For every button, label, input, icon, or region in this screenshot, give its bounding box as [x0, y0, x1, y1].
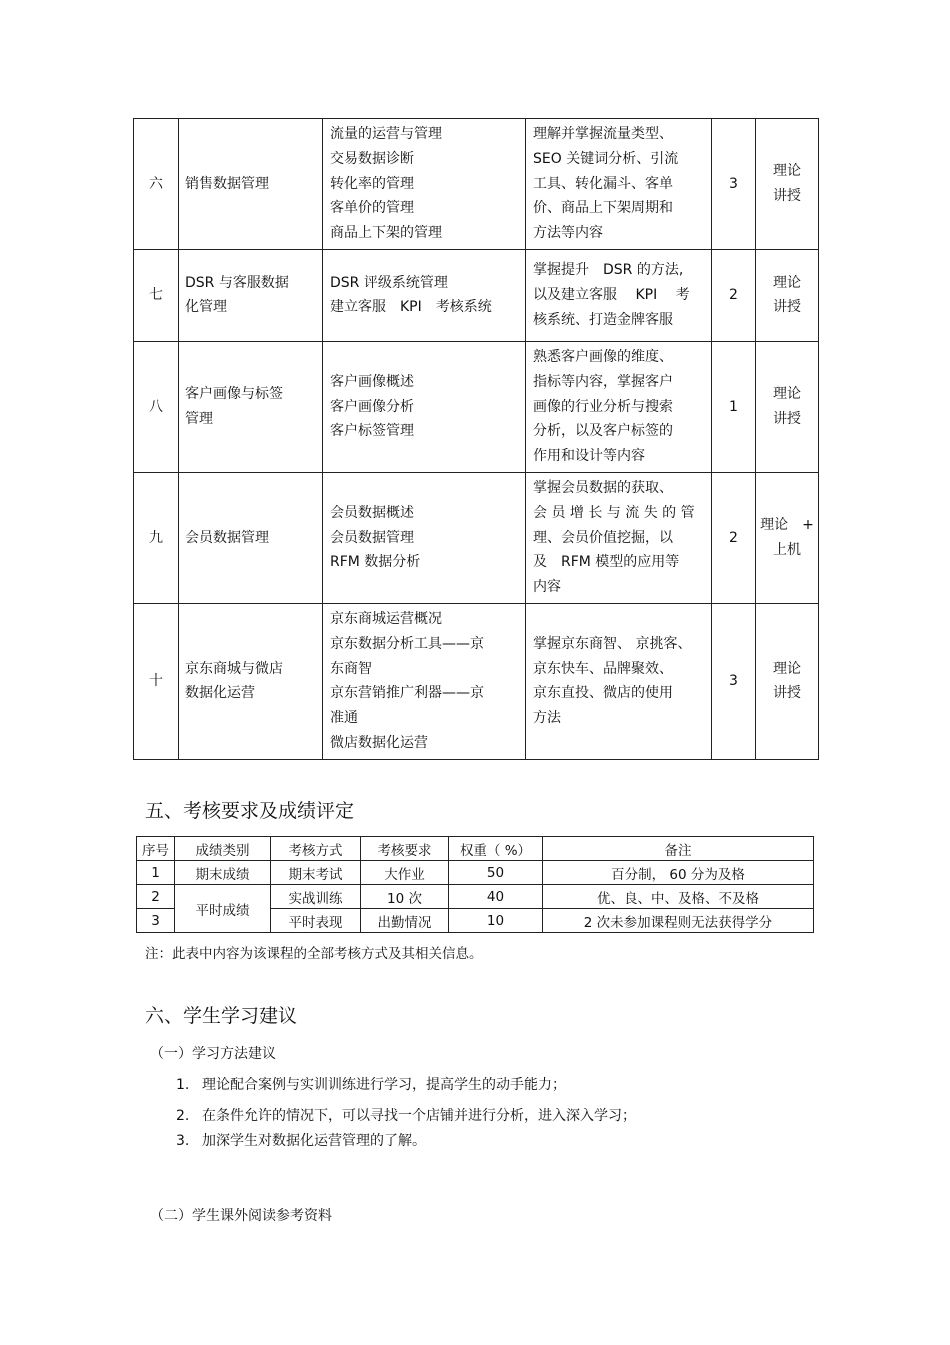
chapter-title: 会员数据管理 [179, 472, 323, 603]
chapter-number: 六 [134, 119, 179, 250]
teaching-mode: 理论 讲授 [756, 603, 819, 759]
column-header: 备注 [543, 837, 814, 861]
chapter-title: 销售数据管理 [179, 119, 323, 250]
teaching-mode: 理论 讲授 [756, 249, 819, 341]
subsection-title-methods: （一）学习方法建议 [150, 1046, 276, 1062]
chapter-title: 京东商城与微店 数据化运营 [179, 603, 323, 759]
table-cell: 10 次 [361, 885, 449, 909]
table-cell: 50 [449, 861, 543, 885]
chapter-hours: 2 [712, 249, 756, 341]
teaching-mode: 理论 + 上机 [756, 472, 819, 603]
teaching-mode: 理论 讲授 [756, 119, 819, 250]
chapter-content: 客户画像概述 客户画像分析 客户标签管理 [323, 341, 526, 472]
table-cell: 大作业 [361, 861, 449, 885]
chapter-number: 八 [134, 341, 179, 472]
table-row [137, 885, 814, 909]
chapter-number: 七 [134, 249, 179, 341]
table-cell: 平时表现 [271, 909, 361, 933]
table-row [134, 119, 819, 250]
table-row [134, 249, 819, 341]
chapter-objectives: 掌握提升 DSR 的方法, 以及建立客服 KPI 考 核系统、打造金牌客服 [526, 249, 712, 341]
chapter-hours: 3 [712, 119, 756, 250]
chapter-hours: 1 [712, 341, 756, 472]
table-row [137, 861, 814, 885]
list-item: 2. 在条件允许的情况下，可以寻找一个店铺并进行分析，进入深入学习； [176, 1108, 636, 1124]
chapter-objectives: 掌握会员数据的获取、 会 员 增 长 与 流 失 的 管 理、会员价值挖掘，以 及 RFM 模型的应用等 内容 [526, 472, 712, 603]
chapter-number: 九 [134, 472, 179, 603]
assessment-table [136, 836, 814, 933]
list-item: 1. 理论配合案例与实训训练进行学习，提高学生的动手能力； [176, 1077, 566, 1093]
chapter-hours: 2 [712, 472, 756, 603]
column-header: 考核要求 [361, 837, 449, 861]
chapter-content: 京东商城运营概况 京东数据分析工具——京 东商智 京东营销推广利器——京 准通 微店数据化运营 [323, 603, 526, 759]
table-cell: 3 [137, 909, 175, 933]
table-row [134, 341, 819, 472]
table-cell: 10 [449, 909, 543, 933]
course-schedule-table [133, 118, 819, 760]
table-row [134, 603, 819, 759]
table-row [134, 472, 819, 603]
table-note: 注：此表中内容为该课程的全部考核方式及其相关信息。 [145, 946, 483, 962]
table-cell: 40 [449, 885, 543, 909]
table-cell: 优、良、中、及格、不及格 [543, 885, 814, 909]
chapter-content: 流量的运营与管理 交易数据诊断 转化率的管理 客单价的管理 商品上下架的管理 [323, 119, 526, 250]
section-title-study-advice: 六、学生学习建议 [145, 1005, 298, 1027]
table-cell: 平时成绩 [175, 885, 271, 933]
table-cell: 2 [137, 885, 175, 909]
column-header: 权重（ %） [449, 837, 543, 861]
table-cell: 2 次未参加课程则无法获得学分 [543, 909, 814, 933]
table-cell: 实战训练 [271, 885, 361, 909]
chapter-title: 客户画像与标签 管理 [179, 341, 323, 472]
chapter-number: 十 [134, 603, 179, 759]
column-header: 考核方式 [271, 837, 361, 861]
chapter-objectives: 掌握京东商智、 京挑客、 京东快车、品牌聚效、 京东直投、微店的使用 方法 [526, 603, 712, 759]
chapter-content: 会员数据概述 会员数据管理 RFM 数据分析 [323, 472, 526, 603]
column-header: 序号 [137, 837, 175, 861]
table-header-row [137, 837, 814, 861]
section-title-assessment: 五、考核要求及成绩评定 [145, 800, 355, 822]
list-item: 3. 加深学生对数据化运营管理的了解。 [176, 1133, 426, 1149]
table-cell: 1 [137, 861, 175, 885]
teaching-mode: 理论 讲授 [756, 341, 819, 472]
chapter-title: DSR 与客服数据 化管理 [179, 249, 323, 341]
table-cell: 期末成绩 [175, 861, 271, 885]
chapter-hours: 3 [712, 603, 756, 759]
chapter-objectives: 理解并掌握流量类型、 SEO 关键词分析、引流 工具、转化漏斗、客单 价、商品上下架周期和 方法等内容 [526, 119, 712, 250]
chapter-objectives: 熟悉客户画像的维度、 指标等内容，掌握客户 画像的行业分析与搜索 分析，以及客户标签的 作用和设计等内容 [526, 341, 712, 472]
subsection-title-reading: （二）学生课外阅读参考资料 [150, 1208, 332, 1224]
column-header: 成绩类别 [175, 837, 271, 861]
table-cell: 期末考试 [271, 861, 361, 885]
table-cell: 出勤情况 [361, 909, 449, 933]
chapter-content: DSR 评级系统管理 建立客服 KPI 考核系统 [323, 249, 526, 341]
table-cell: 百分制， 60 分为及格 [543, 861, 814, 885]
